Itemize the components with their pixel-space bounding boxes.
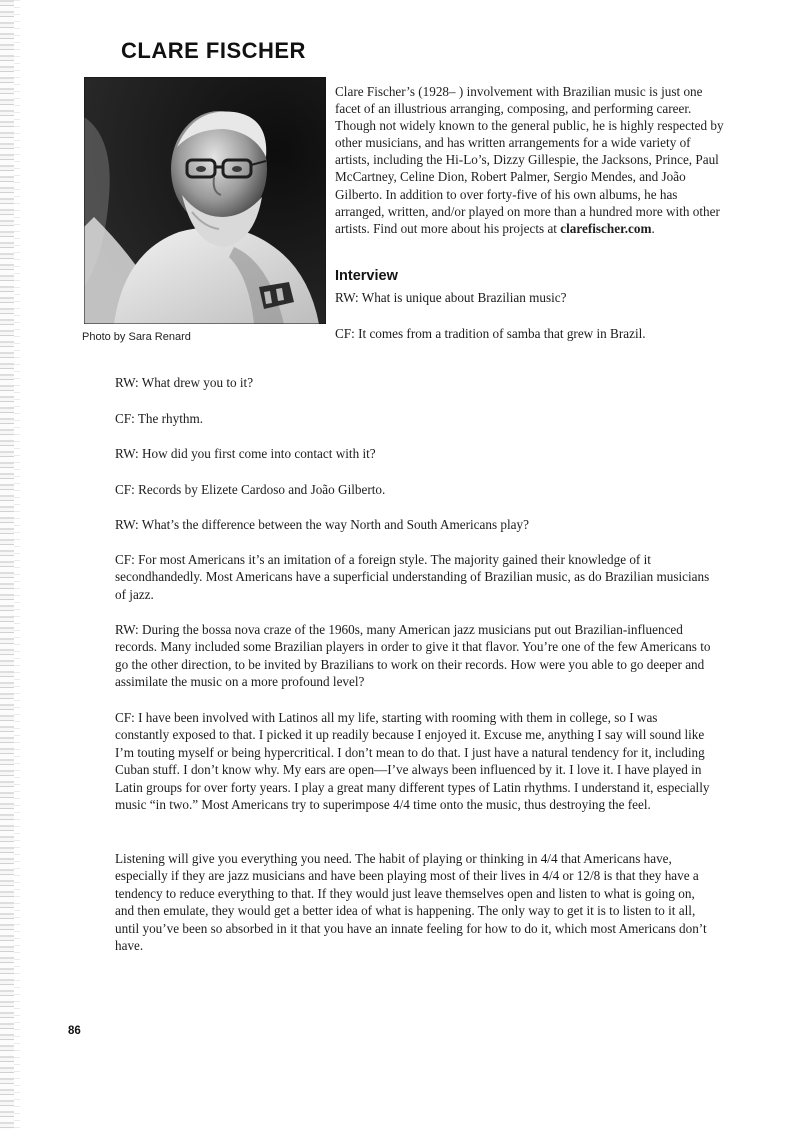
interview-paragraph: Listening will give you everything you need. The habit of playing or thinking in 4/4 that Americans have, especially if they are jazz musicians and have been playing most of their lives in 4/4 or 12/8 is that they have a tendency to reduce everything to that. If they would just leave themselves open and listen to what is going on, and then emulate, they would get a better idea of what is happening. The only way to get it is to listen to it all, until you’ve been so absorbed in it that you have an innate feeling for how to do it, which most Americans don’t have. [115, 851, 707, 954]
bio-end: . [651, 220, 655, 236]
interview-paragraph: RW: What is unique about Brazilian music? [335, 290, 567, 305]
photo-caption: Photo by Sara Renard [82, 331, 191, 343]
bio-paragraph [335, 83, 725, 237]
bio-text: Clare Fischer’s (1928– ) involvement with Brazilian music is just one facet of an illustrious arranging, composing, and performing career. Though not widely known to the general public, he is highly respected by other musicians, and has written arrangements for a wide variety of artists, including the Hi-Lo’s, Dizzy Gillespie, the Jacksons, Prince, Paul McCartney, Celine Dion, Robert Palmer, Sergio Mendes, and João Gilberto. In addition to over forty-five of his own albums, he has arranged, written, and/or played on more than a hundred more with other artists. Find out more about his projects at [335, 84, 724, 236]
interview-paragraph: CF: Records by Elizete Cardoso and João Gilberto. [115, 482, 386, 497]
interview-paragraph: CF: It comes from a tradition of samba that grew in Brazil. [335, 326, 646, 341]
page-title: CLARE FISCHER [121, 38, 306, 63]
interview-paragraph: RW: What drew you to it? [115, 375, 254, 390]
interview-paragraph: RW: During the bossa nova craze of the 1960s, many American jazz musicians put out Brazilian-influenced records. Many included some Brazilian players in order to give it that flavor. You’re one of the few Americans to go the other direction, to be invited by Brazilians to work on their records. How were you able to go deeper and assimilate the music on a more profound level? [115, 622, 711, 690]
interview-paragraph: RW: What’s the difference between the way North and South Americans play? [115, 517, 529, 532]
website-link[interactable]: clarefischer.com [560, 220, 652, 236]
interview-paragraph: CF: For most Americans it’s an imitation of a foreign style. The majority gained their knowledge of it secondhandedly. Most Americans have a superficial understanding of Brazilian music, as do Brazilian musicians of jazz. [115, 552, 710, 602]
interview-heading: Interview [335, 268, 398, 284]
page-binding-shadow [14, 0, 20, 1130]
interview-paragraph: CF: The rhythm. [115, 411, 204, 426]
portrait-photo [84, 77, 326, 324]
page-number: 86 [68, 1025, 81, 1037]
interview-paragraph: CF: I have been involved with Latinos all my life, starting with rooming with them in college, so I was constantly exposed to that. I picked it up readily because I enjoyed it. Excuse me, anything I say will sound like I’m touting myself or being hypercritical. I don’t mean to do that. I just have a natural tendency for it, including Cuban stuff. I don’t know why. My ears are open—I’ve always been influenced by it. I love it. I have played in Latin groups for over forty years. I play a great many different types of Latin rhythms. I understand it, especially music “in two.” Most Americans try to superimpose 4/4 time onto the music, thus destroying the feel. [115, 710, 710, 813]
interview-paragraph: RW: How did you first come into contact with it? [115, 446, 376, 461]
page-binding-edge [0, 0, 14, 1130]
